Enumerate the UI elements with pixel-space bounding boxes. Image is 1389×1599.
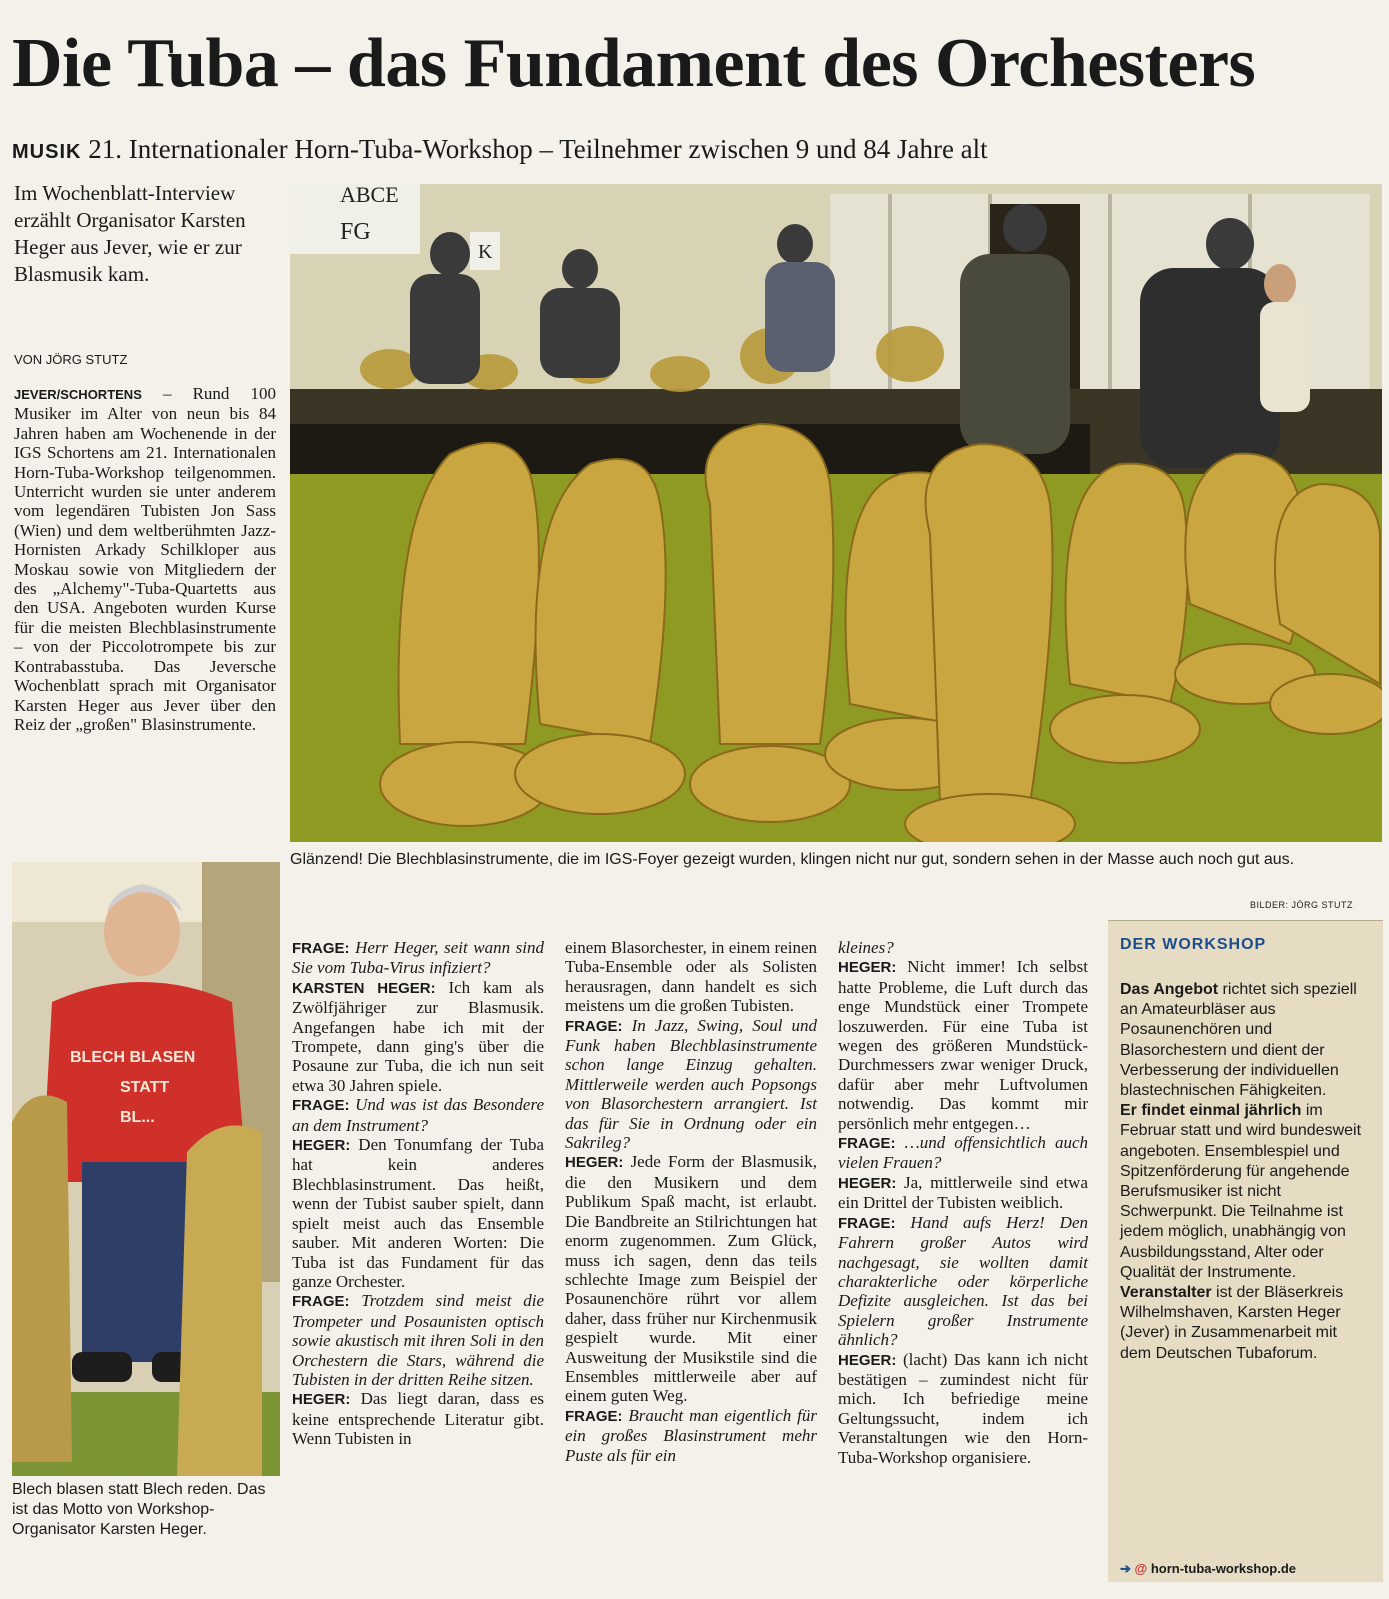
at-icon: @: [1134, 1561, 1148, 1576]
interview-block: [838, 957, 1088, 1133]
interview-text: Und was ist das Besondere an dem Instrument?: [292, 1095, 544, 1135]
interview-block: [565, 938, 817, 1016]
website-link-text[interactable]: horn-tuba-workshop.de: [1150, 1561, 1297, 1576]
photo-credit: BILDER: JÖRG STUTZ: [1250, 900, 1354, 910]
interview-text: Ja, mittlerweile sind etwa ein Drittel der Tubisten weiblich.: [838, 1172, 1088, 1213]
speaker: HEGER:: [838, 1174, 897, 1192]
interview-block: [292, 1095, 544, 1135]
interview-text: In Jazz, Swing, Soul und Funk haben Blechblasinstrumente schon lange Einzug gehalten. Mittlerweile werden auch Popsongs von Blasorchestern arrangiert. Ist das für Sie in Ordnung oder ein Sakrileg?: [565, 1015, 817, 1153]
interview-text: (lacht) Das kann ich nicht bestätigen – zumindest nicht für mich. Ich befriedige meine Geltungssucht, indem ich Veranstaltungen wie den Horn-Tuba-Workshop organisiere.: [838, 1349, 1088, 1467]
infobox-p2: im Februar statt und wird bundesweit angeboten. Ensemblespiel und Spitzenförderung für angehende Berufsmusiker ist nicht Schwerpunkt. Die Teilnahme ist jedem möglich, unabhängig von Ausbildungsstand, Alter oder Qualität der Instrumente.: [1120, 1102, 1362, 1281]
shirt-text-1: BLECH BLASEN: [70, 1049, 196, 1066]
interview-block: [838, 1133, 1088, 1173]
speaker: HEGER:: [838, 1351, 897, 1369]
shirt-text-2: STATT: [120, 1079, 170, 1096]
interview-text: Ich kam als Zwölfjähriger zur Blasmusik. Angefangen habe ich mit der Trompete, dann ging's über die Posaune zur Tuba, die ich nun seit etwa 30 Jahren spiele.: [292, 977, 544, 1095]
byline: VON JÖRG STUTZ: [14, 352, 128, 367]
speaker: HEGER:: [292, 1391, 351, 1409]
interview-text: kleines?: [838, 938, 894, 957]
infobox-title: DER WORKSHOP: [1120, 936, 1267, 953]
interview-block: [565, 1152, 817, 1405]
interview-block: [838, 1173, 1088, 1213]
arrow-icon: ➔: [1120, 1561, 1131, 1576]
speaker: HEGER:: [292, 1137, 351, 1155]
photo-caption-side: Blech blasen statt Blech reden. Das ist das Motto von Workshop-Organisator Karsten Heger.: [12, 1481, 266, 1538]
interview-block: [838, 1213, 1088, 1350]
interview-column-2: [565, 938, 817, 1465]
infobox-p2-lead: Er findet einmal jährlich: [1120, 1102, 1302, 1120]
subline-text: 21. Internationaler Horn-Tuba-Workshop – Teilnehmer zwischen 9 und 84 Jahre alt: [88, 134, 988, 164]
headline: Die Tuba – das Fundament des Orchesters: [12, 25, 1256, 102]
letter-k: K: [478, 241, 493, 263]
interview-text: Herr Heger, seit wann sind Sie vom Tuba-Virus infiziert?: [292, 938, 544, 978]
infobox-p3-lead: Veranstalter: [1120, 1284, 1212, 1302]
interview-block: [565, 1406, 817, 1465]
interview-text: Nicht immer! Ich selbst hatte Probleme, die Luft durch das enge Mundstück einer Trompete loszuwerden. Für eine Tuba ist wegen des größeren Mundstück-Durchmessers zwar weniger Druck, dafür aber mehr Luftvolumen notwendig. Das kommt mir persönlich mehr entgegen…: [838, 957, 1088, 1133]
interview-text: Hand aufs Herz! Den Fahrern großer Autos wird nachgesagt, sie wollten damit charakterliche oder körperliche Defizite ausgleichen. Ist das bei Spielern großer Instrumente ähnlich?: [838, 1212, 1089, 1350]
interview-text: Das liegt daran, dass es keine entsprechende Literatur gibt. Wenn Tubisten in: [292, 1389, 544, 1449]
dateline: JEVER/SCHORTENS: [14, 387, 142, 402]
speaker: FRAGE:: [292, 940, 350, 957]
intro-text: Im Wochenblatt-Interview erzählt Organisator Karsten Heger aus Jever, wie er zur Blasmusik kam.: [14, 181, 246, 286]
infobox-p3: ist der Bläserkreis Wilhelmshaven, Karsten Heger (Jever) in Zusammenarbeit mit dem Deutschen Tubaforum.: [1120, 1284, 1344, 1362]
speaker: FRAGE:: [565, 1017, 623, 1035]
speaker: HEGER:: [838, 959, 897, 977]
interview-block: [292, 1135, 544, 1291]
interview-text: Den Tonumfang der Tuba hat kein anderes Blechblasinstrument. Das heißt, wenn der Tubist sauber spielt, dann spielt meist auch das Ensemble sauber. Mit anderen Worten: Die Tuba ist das Fundament für das ganze Orchester.: [292, 1135, 545, 1291]
lead-text: – Rund 100 Musiker im Alter von neun bis 84 Jahren haben am Wochenende in der IGS Schortens am 21. Internationalen Horn-Tuba-Workshop teilgenommen. Unterricht wurden sie unter anderem vom legendären Tubisten Jon Sass (Wien) und dem weltberühmten Jazz-Hornisten Arkady Schilkloper aus Moskau sowie von Mitgliedern der des „Alchemy"-Tuba-Quartetts aus den USA. Angeboten wurden Kurse für die meisten Blechblasinstrumente – von der Piccolotrompete bis zur Kontrabasstuba. Das Jeversche Wochenblatt sprach mit Organisator Karsten Heger aus Jever über den Reiz der „großen" Blasinstrumente.: [14, 384, 276, 734]
interview-text: einem Blasorchester, in einem reinen Tuba-Ensemble oder als Solisten herausragen, dann handelt es sich meistens um die großen Tubisten.: [565, 938, 817, 1016]
tubas-illustration: [290, 184, 1382, 842]
interview-block: [565, 1016, 817, 1153]
interview-block: [838, 938, 1088, 957]
interview-text: Trotzdem sind meist die Trompeter und Posaunisten optisch sowie akustisch mit ihren Soli in den Orchestern die Stars, während die Tubisten in der dritten Reihe sitzen.: [292, 1291, 545, 1389]
interview-column-1: [292, 938, 544, 1449]
subline: [12, 132, 988, 169]
interview-block: [292, 938, 544, 978]
photo-heger: [12, 862, 280, 1476]
infobox-text: [1120, 980, 1372, 1364]
interview-text: Braucht man eigentlich für ein großes Blasinstrument mehr Puste als für ein: [565, 1405, 818, 1465]
speaker: FRAGE:: [292, 1293, 350, 1311]
speaker: FRAGE:: [838, 1214, 896, 1232]
infobox-p1: richtet sich speziell an Amateurbläser aus Posaunenchören und Blasorchestern und dient der Verbesserung der individuellen blastechnischen Fähigkeiten.: [1120, 981, 1357, 1100]
photo-caption-main: Glänzend! Die Blechblasinstrumente, die im IGS-Foyer gezeigt wurden, klingen nicht nur gut, sondern sehen in der Masse auch noch gut aus.: [290, 851, 1295, 868]
website-link[interactable]: [1120, 1561, 1296, 1577]
shirt-text-3: BL...: [120, 1109, 155, 1126]
letters-sign: ABCE: [340, 184, 399, 207]
interview-text: Jede Form der Blasmusik, die den Musikern und dem Publikum Spaß macht, ist erlaubt. Die Bandbreite an Stilrichtungen hat enorm zugenommen. Zum Glück, muss ich sagen, denn das teils schlechte Image zum Beispiel der Posaunenchöre rührt vor allem daher, dass früher nur Kirchenmusik gespielt wurde. Mit einer Ausweitung der Musikstile sind die Ensembles mittlerweile aber auf einem guten Weg.: [565, 1152, 817, 1406]
photo-tubas: [290, 184, 1382, 842]
speaker: FRAGE:: [838, 1135, 896, 1153]
interview-block: [292, 1389, 544, 1448]
speaker: FRAGE:: [292, 1097, 350, 1115]
interview-block: [838, 1350, 1088, 1467]
speaker: KARSTEN HEGER:: [292, 979, 436, 997]
letters-sign-2: FG: [340, 219, 371, 245]
kicker: MUSIK: [12, 141, 82, 163]
infobox-p1-lead: Das Angebot: [1120, 981, 1219, 998]
lead-paragraph: [14, 384, 276, 734]
interview-block: [292, 1291, 544, 1389]
heger-illustration: [12, 862, 280, 1476]
interview-column-3: [838, 938, 1088, 1467]
speaker: FRAGE:: [565, 1407, 623, 1425]
speaker: HEGER:: [565, 1154, 624, 1172]
interview-text: …und offensichtlich auch vielen Frauen?: [838, 1133, 1088, 1173]
interview-block: [292, 978, 544, 1095]
